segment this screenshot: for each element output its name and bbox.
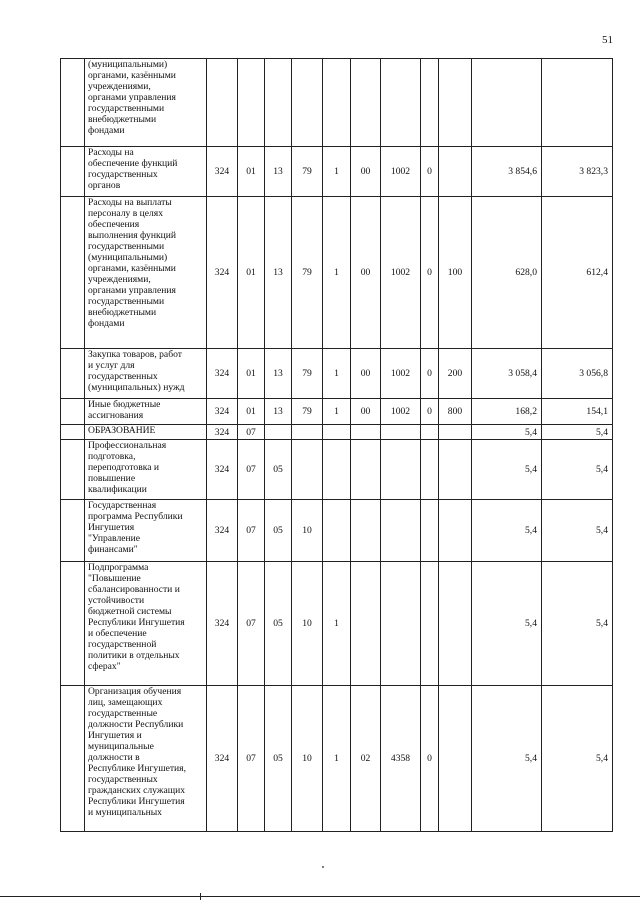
item-name-cell: (муниципальными) органами, казёнными учреждениями, органами управления государственными внебюджетными фондами (85, 59, 207, 147)
cell-cs1: 10 (292, 562, 323, 686)
cell-pr: 05 (265, 500, 292, 562)
cell-pr: 05 (265, 686, 292, 832)
table-row (61, 399, 613, 425)
cell-cs3: 00 (351, 399, 381, 425)
cell-rz: 07 (238, 562, 265, 686)
cell-cs2 (323, 500, 351, 562)
cell-cs2 (323, 59, 351, 147)
cell-cs3: 00 (351, 349, 381, 399)
footer-line (0, 896, 640, 897)
cell-pr (265, 425, 292, 440)
table-row (61, 562, 613, 686)
cell-s2: 3 823,3 (542, 147, 613, 197)
cell-cs1: 79 (292, 399, 323, 425)
item-name-cell: Подпрограмма "Повышение сбалансированности и устойчивости бюджетной системы Республики Ингушетия и обеспечение государственной политики в отдельных сферах" (85, 562, 207, 686)
cell-vr (439, 500, 472, 562)
cell-cs5: 0 (421, 197, 439, 349)
cell-cs1 (292, 59, 323, 147)
cell-rz: 01 (238, 349, 265, 399)
cell-s2: 612,4 (542, 197, 613, 349)
row-number-cell (61, 197, 85, 349)
cell-cs1 (292, 440, 323, 500)
cell-rz: 07 (238, 686, 265, 832)
cell-vr (439, 59, 472, 147)
cell-cs1: 79 (292, 197, 323, 349)
cell-pr: 05 (265, 440, 292, 500)
cell-cs1: 10 (292, 686, 323, 832)
item-name-cell: Закупка товаров, работ и услуг для государственных (муниципальных) нужд (85, 349, 207, 399)
cell-cs2: 1 (323, 349, 351, 399)
cell-ved (207, 59, 238, 147)
cell-cs5: 0 (421, 349, 439, 399)
cell-rz (238, 59, 265, 147)
item-name-cell: Профессиональная подготовка, переподготовка и повышение квалификации (85, 440, 207, 500)
cell-rz: 07 (238, 425, 265, 440)
cell-cs1: 79 (292, 147, 323, 197)
cell-cs3: 02 (351, 686, 381, 832)
cell-s1: 3 058,4 (472, 349, 542, 399)
cell-vr: 100 (439, 197, 472, 349)
cell-ved: 324 (207, 399, 238, 425)
cell-pr (265, 59, 292, 147)
cell-cs2: 1 (323, 562, 351, 686)
table-row (61, 349, 613, 399)
table-row (61, 440, 613, 500)
row-number-cell (61, 562, 85, 686)
table-row (61, 686, 613, 832)
cell-cs4 (381, 440, 421, 500)
cell-pr: 13 (265, 349, 292, 399)
cell-s1: 5,4 (472, 425, 542, 440)
cell-vr: 200 (439, 349, 472, 399)
cell-cs4: 4358 (381, 686, 421, 832)
cell-ved: 324 (207, 147, 238, 197)
row-number-cell (61, 440, 85, 500)
cell-cs2: 1 (323, 686, 351, 832)
cell-s1: 5,4 (472, 440, 542, 500)
cell-s2: 5,4 (542, 425, 613, 440)
cell-vr (439, 425, 472, 440)
cell-ved: 324 (207, 425, 238, 440)
table-row (61, 425, 613, 440)
cell-cs4: 1002 (381, 349, 421, 399)
scan-speck (322, 866, 324, 868)
cell-pr: 13 (265, 197, 292, 349)
cell-s1: 3 854,6 (472, 147, 542, 197)
cell-cs2 (323, 425, 351, 440)
item-name-cell: Расходы на выплаты персоналу в целях обеспечения выполнения функций государственными (муниципальными) органами, казёнными учреждениями, органами управления государственными внебюджетными фондами (85, 197, 207, 349)
item-name-cell: Расходы на обеспечение функций государственных органов (85, 147, 207, 197)
table-body (61, 59, 613, 832)
cell-rz: 01 (238, 197, 265, 349)
cell-s2 (542, 59, 613, 147)
cell-s2: 3 056,8 (542, 349, 613, 399)
cell-s1: 5,4 (472, 686, 542, 832)
cell-s2: 5,4 (542, 500, 613, 562)
cell-cs1: 79 (292, 349, 323, 399)
cell-s2: 5,4 (542, 562, 613, 686)
cell-s1: 628,0 (472, 197, 542, 349)
cell-cs4: 1002 (381, 147, 421, 197)
cell-cs3 (351, 440, 381, 500)
cell-cs5 (421, 440, 439, 500)
cell-cs2: 1 (323, 197, 351, 349)
cell-cs3 (351, 425, 381, 440)
item-name-cell: Иные бюджетные ассигнования (85, 399, 207, 425)
cell-cs3 (351, 562, 381, 686)
cell-vr (439, 562, 472, 686)
cell-ved: 324 (207, 686, 238, 832)
cell-cs3: 00 (351, 197, 381, 349)
cell-rz: 07 (238, 500, 265, 562)
footer-tick (200, 893, 201, 900)
cell-cs5 (421, 59, 439, 147)
cell-s2: 5,4 (542, 440, 613, 500)
cell-s1: 5,4 (472, 500, 542, 562)
cell-s1: 168,2 (472, 399, 542, 425)
cell-ved: 324 (207, 440, 238, 500)
cell-cs2: 1 (323, 147, 351, 197)
cell-cs1: 10 (292, 500, 323, 562)
table-row (61, 197, 613, 349)
cell-cs5 (421, 500, 439, 562)
cell-cs5 (421, 562, 439, 686)
cell-ved: 324 (207, 197, 238, 349)
cell-pr: 13 (265, 147, 292, 197)
cell-vr: 800 (439, 399, 472, 425)
cell-rz: 07 (238, 440, 265, 500)
row-number-cell (61, 500, 85, 562)
cell-vr (439, 440, 472, 500)
cell-cs4: 1002 (381, 399, 421, 425)
cell-s2: 154,1 (542, 399, 613, 425)
cell-cs3 (351, 59, 381, 147)
cell-ved: 324 (207, 562, 238, 686)
cell-cs3 (351, 500, 381, 562)
cell-s1: 5,4 (472, 562, 542, 686)
row-number-cell (61, 425, 85, 440)
cell-ved: 324 (207, 500, 238, 562)
row-number-cell (61, 349, 85, 399)
row-number-cell (61, 686, 85, 832)
cell-s1 (472, 59, 542, 147)
cell-cs5 (421, 425, 439, 440)
item-name-cell: Организация обучения лиц, замещающих государственные должности Республики Ингушетия и муниципальные должности в Республике Ингушетия, государственных гражданских служащих Республики Ингушетия и муниципальных (85, 686, 207, 832)
item-name-cell: Государственная программа Республики Ингушетия "Управление финансами" (85, 500, 207, 562)
cell-vr (439, 686, 472, 832)
cell-cs2: 1 (323, 399, 351, 425)
cell-cs4 (381, 425, 421, 440)
budget-table (60, 58, 613, 832)
item-name-cell: ОБРАЗОВАНИЕ (85, 425, 207, 440)
row-number-cell (61, 147, 85, 197)
table-row (61, 59, 613, 147)
cell-pr: 05 (265, 562, 292, 686)
cell-s2: 5,4 (542, 686, 613, 832)
cell-cs5: 0 (421, 686, 439, 832)
cell-cs4: 1002 (381, 197, 421, 349)
cell-pr: 13 (265, 399, 292, 425)
table-row (61, 500, 613, 562)
cell-vr (439, 147, 472, 197)
cell-cs3: 00 (351, 147, 381, 197)
cell-cs5: 0 (421, 147, 439, 197)
table-row (61, 147, 613, 197)
cell-rz: 01 (238, 147, 265, 197)
cell-cs1 (292, 425, 323, 440)
cell-cs4 (381, 59, 421, 147)
cell-ved: 324 (207, 349, 238, 399)
cell-cs5: 0 (421, 399, 439, 425)
cell-cs2 (323, 440, 351, 500)
page-number: 51 (602, 34, 613, 46)
row-number-cell (61, 399, 85, 425)
cell-cs4 (381, 500, 421, 562)
cell-cs4 (381, 562, 421, 686)
row-number-cell (61, 59, 85, 147)
cell-rz: 01 (238, 399, 265, 425)
